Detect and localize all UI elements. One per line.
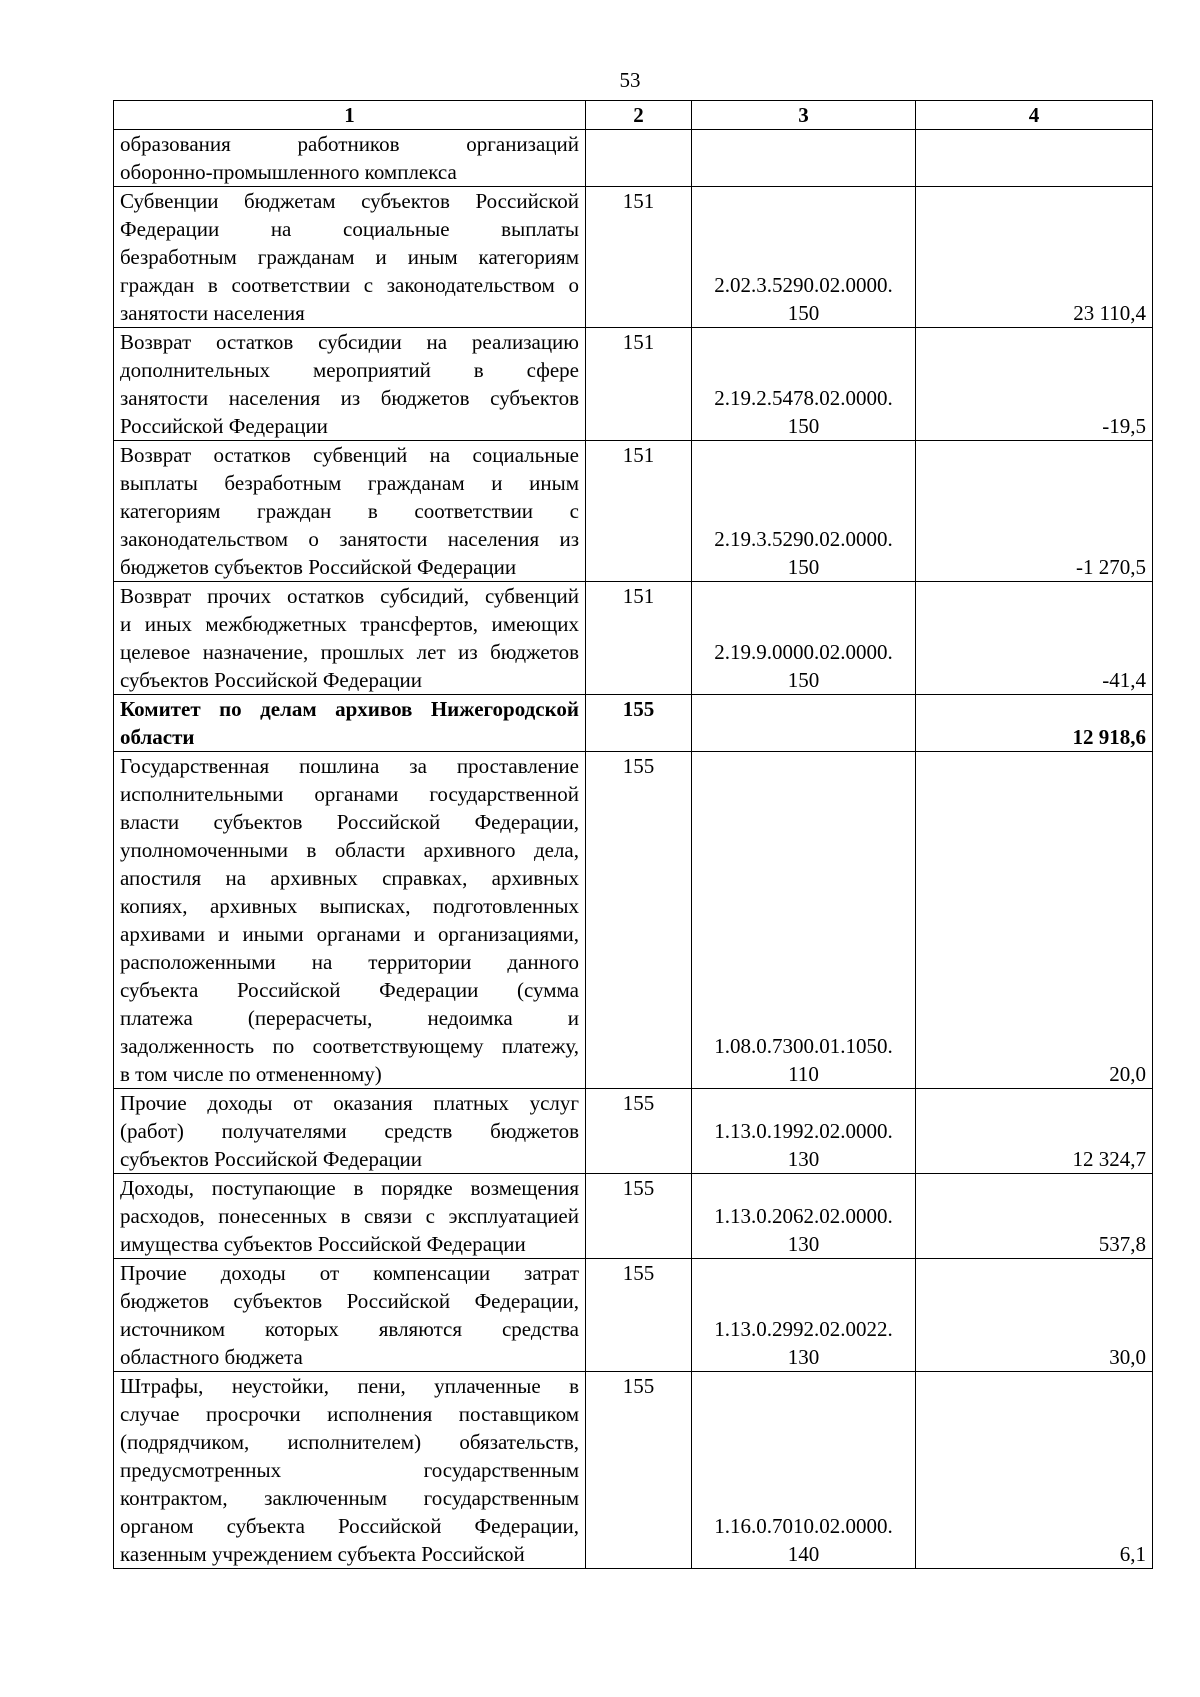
revenue-name-line: копиях, архивных выписках, подготовленных xyxy=(120,894,579,918)
revenue-name-line: расположенными на территории данного xyxy=(120,950,579,974)
budget-code-line: 130 xyxy=(787,1345,820,1369)
budget-code-cell xyxy=(692,582,916,695)
revenue-name-line: архивами и иными органами и организациями, xyxy=(120,922,579,946)
table-row xyxy=(114,441,1153,582)
revenue-name-line: в том числе по отмененному) xyxy=(120,1062,382,1086)
budget-code-line: 150 xyxy=(787,668,820,692)
admin-code-cell: 155 xyxy=(586,1174,692,1259)
table-row xyxy=(114,1372,1153,1569)
revenue-name-line: бюджетов субъектов Российской Федерации, xyxy=(120,1289,579,1313)
revenue-name-cell xyxy=(114,130,586,187)
budget-code-line: 2.19.2.5478.02.0000. xyxy=(714,386,893,410)
amount-cell xyxy=(916,130,1153,187)
budget-code-line: 2.19.9.0000.02.0000. xyxy=(714,640,893,664)
revenue-name-cell xyxy=(114,441,586,582)
revenue-name-line: предусмотренных государственным xyxy=(120,1458,579,1482)
budget-code-cell xyxy=(692,130,916,187)
admin-code-cell: 151 xyxy=(586,328,692,441)
budget-code-line: 130 xyxy=(787,1147,820,1171)
table-row xyxy=(114,187,1153,328)
admin-code-cell: 155 xyxy=(586,695,692,752)
column-header-3: 3 xyxy=(692,101,916,130)
table-row xyxy=(114,582,1153,695)
budget-code-line: 150 xyxy=(787,555,820,579)
amount-cell: -19,5 xyxy=(916,328,1153,441)
budget-code-line: 1.13.0.2062.02.0000. xyxy=(714,1204,893,1228)
amount-cell: 12 324,7 xyxy=(916,1089,1153,1174)
budget-code-cell xyxy=(692,752,916,1089)
amount-cell: 6,1 xyxy=(916,1372,1153,1569)
revenue-name-line: законодательством о занятости населения из xyxy=(120,527,579,551)
page-number: 53 xyxy=(619,68,641,92)
revenue-name-line: платежа (перерасчеты, недоимка и xyxy=(120,1006,579,1030)
revenue-name-line: бюджетов субъектов Российской Федерации xyxy=(120,555,517,579)
admin-code-cell: 155 xyxy=(586,752,692,1089)
admin-code-cell: 151 xyxy=(586,441,692,582)
budget-code-cell xyxy=(692,1372,916,1569)
revenue-name-line: оборонно-промышленного комплекса xyxy=(120,160,457,184)
revenue-name-line: органом субъекта Российской Федерации, xyxy=(120,1514,579,1538)
revenue-name-line: областного бюджета xyxy=(120,1345,303,1369)
revenue-name-line: субъекта Российской Федерации (сумма xyxy=(120,978,579,1002)
column-header-4: 4 xyxy=(916,101,1153,130)
revenue-name-line: категориям граждан в соответствии с xyxy=(120,499,579,523)
budget-code-line: 1.13.0.1992.02.0000. xyxy=(714,1119,893,1143)
budget-code-cell xyxy=(692,695,916,752)
revenue-name-cell xyxy=(114,187,586,328)
revenue-name-line: дополнительных мероприятий в сфере xyxy=(120,358,579,382)
revenue-name-cell xyxy=(114,695,586,752)
revenue-name-line: (подрядчиком, исполнителем) обязательств, xyxy=(120,1430,579,1454)
budget-code-line: 130 xyxy=(787,1232,820,1256)
budget-code-line: 2.19.3.5290.02.0000. xyxy=(714,527,893,551)
column-header-1: 1 xyxy=(114,101,586,130)
amount-cell: 537,8 xyxy=(916,1174,1153,1259)
revenue-name-line: Федерации на социальные выплаты xyxy=(120,217,579,241)
revenue-table xyxy=(113,100,1153,1569)
revenue-name-cell xyxy=(114,1259,586,1372)
amount-cell: -41,4 xyxy=(916,582,1153,695)
revenue-name-line: Возврат остатков субвенций на социальные xyxy=(120,443,579,467)
budget-code-line: 110 xyxy=(788,1062,819,1086)
revenue-name-line: безработным гражданам и иным категориям xyxy=(120,245,579,269)
revenue-name-line: контрактом, заключенным государственным xyxy=(120,1486,579,1510)
revenue-name-line: субъектов Российской Федерации xyxy=(120,1147,423,1171)
budget-code-cell xyxy=(692,187,916,328)
revenue-name-line: занятости населения из бюджетов субъектов xyxy=(120,386,579,410)
table-row xyxy=(114,1174,1153,1259)
budget-code-line: 1.08.0.7300.01.1050. xyxy=(714,1034,893,1058)
revenue-name-line: случае просрочки исполнения поставщиком xyxy=(120,1402,579,1426)
admin-code-cell: 155 xyxy=(586,1259,692,1372)
table-row xyxy=(114,130,1153,187)
revenue-name-cell xyxy=(114,582,586,695)
revenue-name-cell xyxy=(114,752,586,1089)
revenue-name-line: выплаты безработным гражданам и иным xyxy=(120,471,579,495)
amount-cell: -1 270,5 xyxy=(916,441,1153,582)
budget-code-line: 2.02.3.5290.02.0000. xyxy=(714,273,893,297)
revenue-name-line: и иных межбюджетных трансфертов, имеющих xyxy=(120,612,579,636)
table-row xyxy=(114,695,1153,752)
revenue-name-line: уполномоченными в области архивного дела, xyxy=(120,838,579,862)
revenue-name-line: образования работников организаций xyxy=(120,132,579,156)
revenue-name-line: казенным учреждением субъекта Российской xyxy=(120,1542,525,1566)
admin-code-cell: 151 xyxy=(586,582,692,695)
budget-code-cell xyxy=(692,1174,916,1259)
revenue-name-line: расходов, понесенных в связи с эксплуатацией xyxy=(120,1204,579,1228)
budget-code-cell xyxy=(692,441,916,582)
revenue-name-line: Субвенции бюджетам субъектов Российской xyxy=(120,189,579,213)
budget-code-line: 150 xyxy=(787,301,820,325)
table-header-row xyxy=(114,101,1153,130)
revenue-name-line: целевое назначение, прошлых лет из бюджетов xyxy=(120,640,579,664)
revenue-name-line: источником которых являются средства xyxy=(120,1317,579,1341)
budget-code-line: 1.16.0.7010.02.0000. xyxy=(714,1514,893,1538)
revenue-name-line: власти субъектов Российской Федерации, xyxy=(120,810,579,834)
revenue-name-line: исполнительными органами государственной xyxy=(120,782,579,806)
revenue-name-cell xyxy=(114,1174,586,1259)
revenue-name-cell xyxy=(114,328,586,441)
revenue-name-cell xyxy=(114,1372,586,1569)
revenue-name-line: Возврат прочих остатков субсидий, субвенций xyxy=(120,584,579,608)
amount-cell: 20,0 xyxy=(916,752,1153,1089)
table-row xyxy=(114,1089,1153,1174)
revenue-name-cell xyxy=(114,1089,586,1174)
revenue-name-line: граждан в соответствии с законодательством о xyxy=(120,273,579,297)
revenue-name-line: Возврат остатков субсидии на реализацию xyxy=(120,330,579,354)
amount-cell: 30,0 xyxy=(916,1259,1153,1372)
table-body xyxy=(114,130,1153,1569)
revenue-name-line: Прочие доходы от компенсации затрат xyxy=(120,1261,579,1285)
budget-code-cell xyxy=(692,1259,916,1372)
admin-code-cell: 155 xyxy=(586,1089,692,1174)
revenue-name-line: Российской Федерации xyxy=(120,414,328,438)
revenue-name-line: Комитет по делам архивов Нижегородской xyxy=(120,697,579,721)
column-header-2: 2 xyxy=(586,101,692,130)
budget-code-cell xyxy=(692,1089,916,1174)
revenue-name-line: Прочие доходы от оказания платных услуг xyxy=(120,1091,579,1115)
revenue-name-line: (работ) получателями средств бюджетов xyxy=(120,1119,579,1143)
revenue-name-line: Штрафы, неустойки, пени, уплаченные в xyxy=(120,1374,579,1398)
revenue-name-line: субъектов Российской Федерации xyxy=(120,668,423,692)
amount-cell: 23 110,4 xyxy=(916,187,1153,328)
admin-code-cell: 151 xyxy=(586,187,692,328)
revenue-name-line: области xyxy=(120,725,195,749)
revenue-name-line: задолженность по соответствующему платежу, xyxy=(120,1034,579,1058)
revenue-name-line: Доходы, поступающие в порядке возмещения xyxy=(120,1176,579,1200)
revenue-name-line: Государственная пошлина за проставление xyxy=(120,754,579,778)
revenue-name-line: имущества субъектов Российской Федерации xyxy=(120,1232,526,1256)
budget-code-line: 140 xyxy=(787,1542,820,1566)
admin-code-cell xyxy=(586,130,692,187)
admin-code-cell: 155 xyxy=(586,1372,692,1569)
budget-code-line: 1.13.0.2992.02.0022. xyxy=(714,1317,893,1341)
revenue-name-line: занятости населения xyxy=(120,301,305,325)
revenue-name-line: апостиля на архивных справках, архивных xyxy=(120,866,579,890)
budget-code-cell xyxy=(692,328,916,441)
amount-cell: 12 918,6 xyxy=(916,695,1153,752)
budget-code-line: 150 xyxy=(787,414,820,438)
table-row xyxy=(114,1259,1153,1372)
table-row xyxy=(114,328,1153,441)
table-row xyxy=(114,752,1153,1089)
